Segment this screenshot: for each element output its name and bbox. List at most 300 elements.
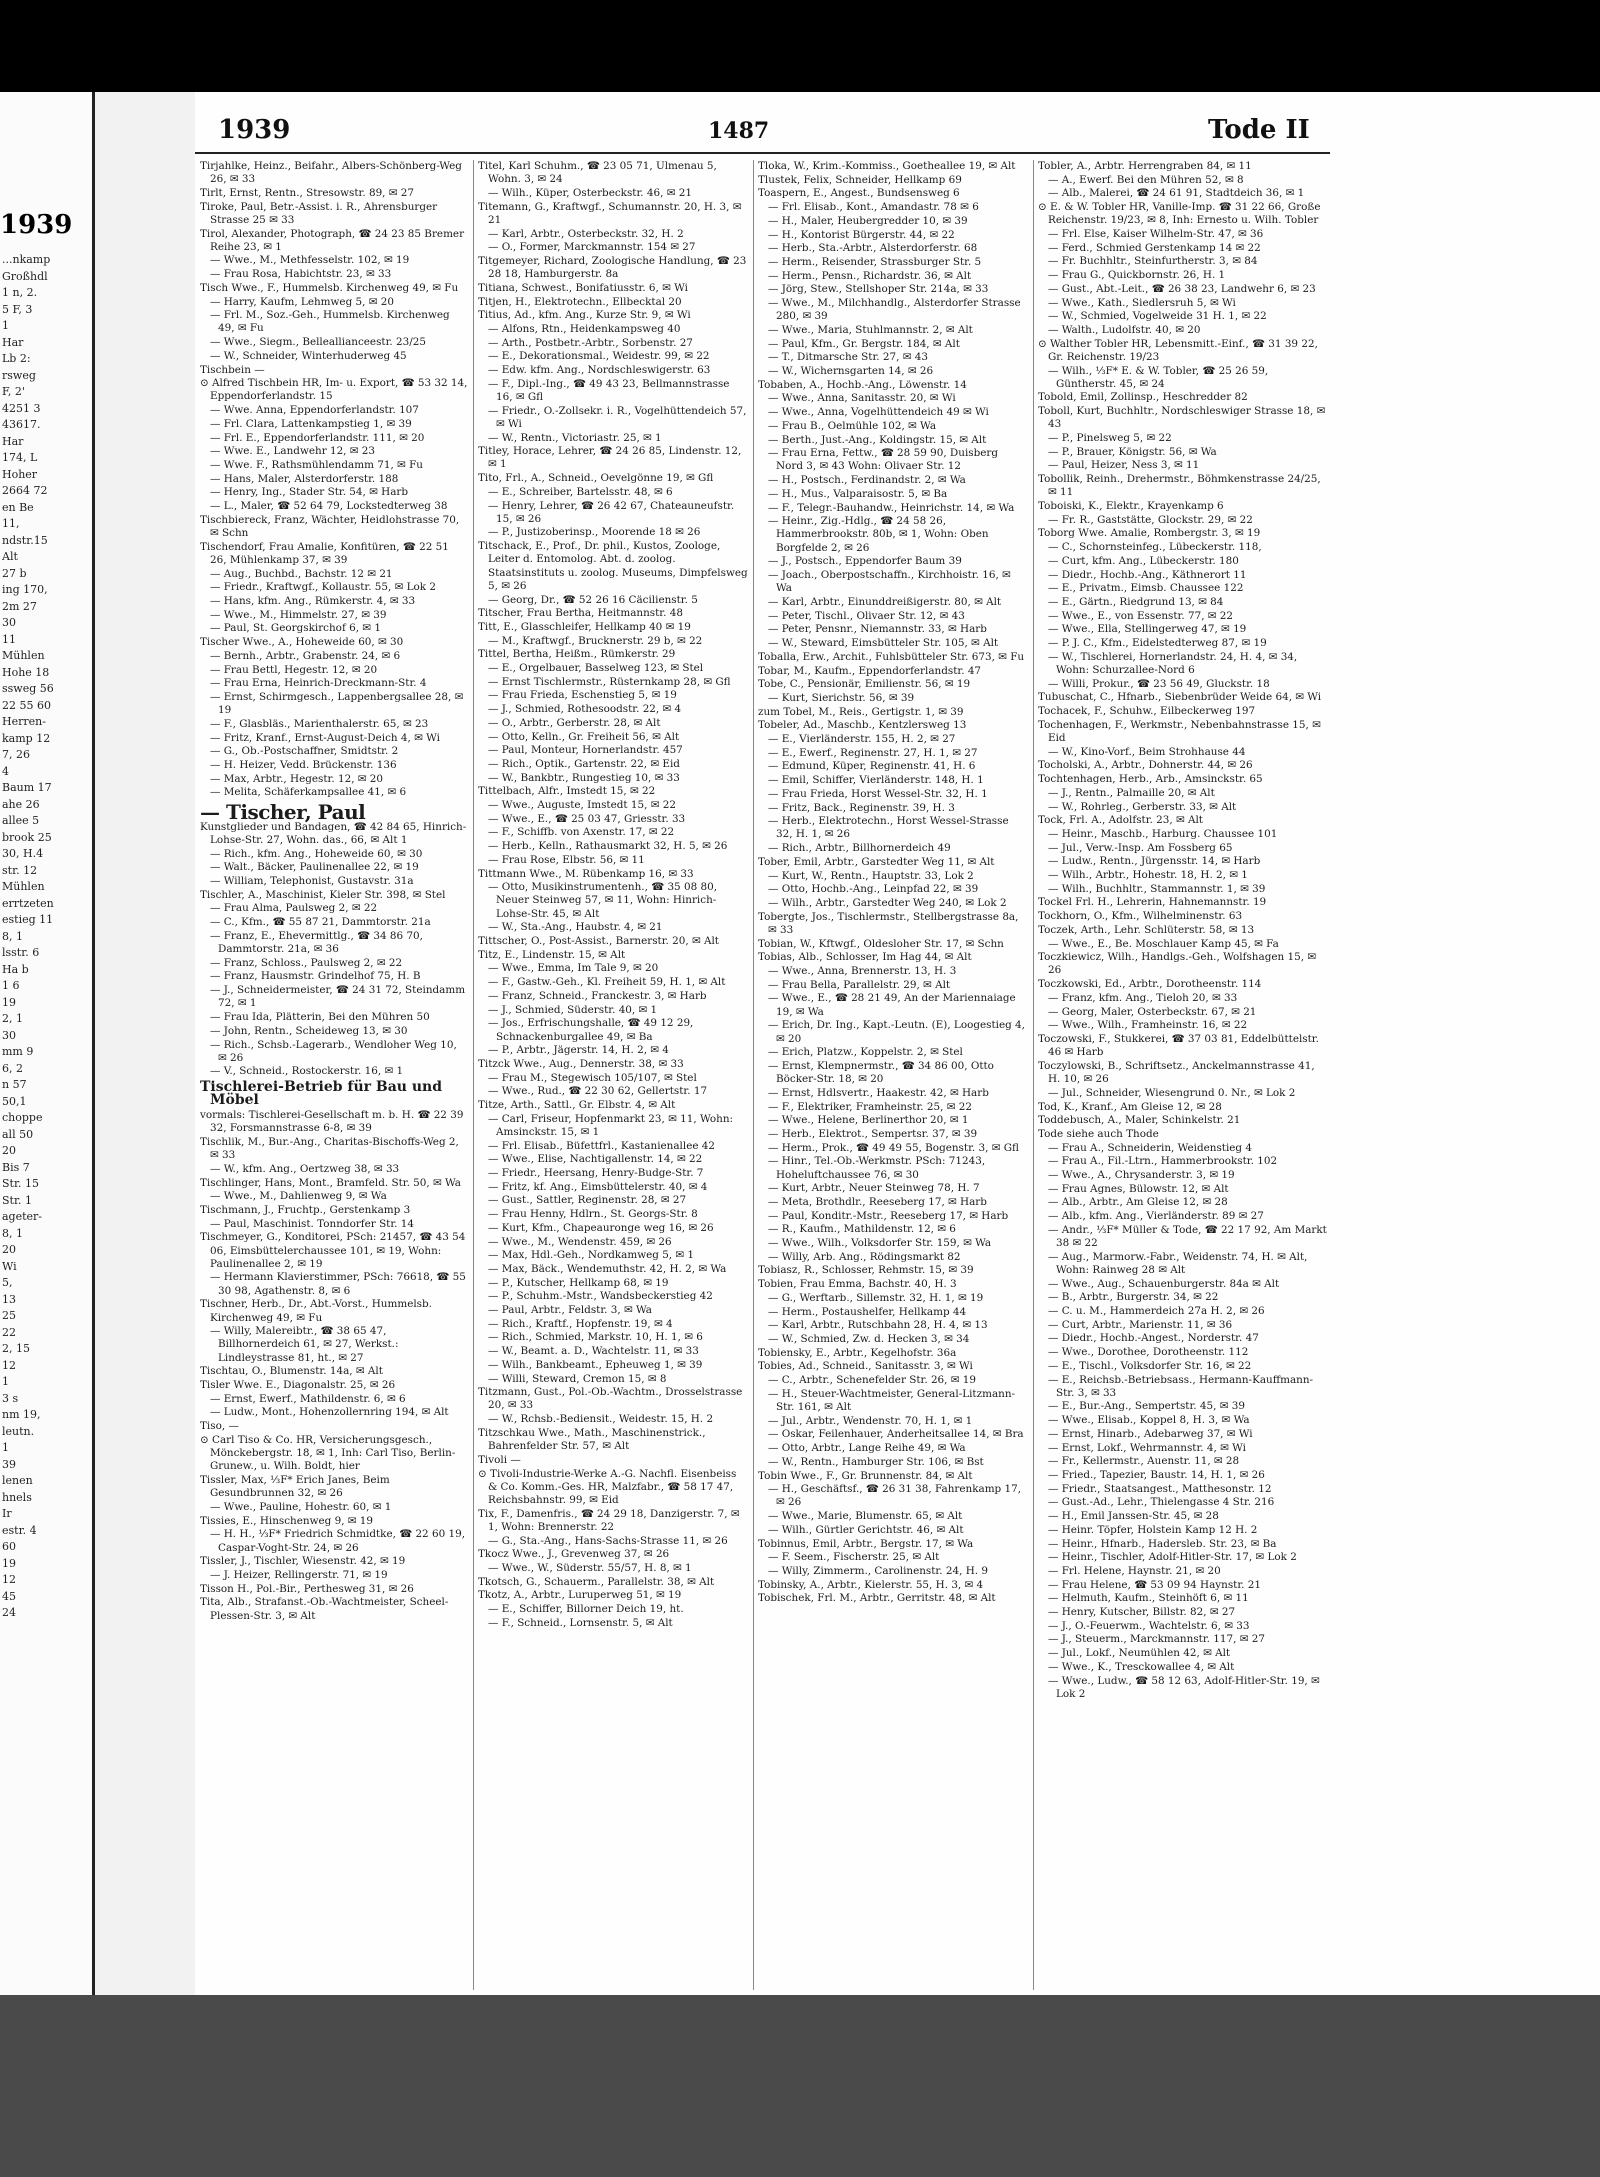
adjacent-page-fragment: ing 170, bbox=[2, 583, 48, 596]
directory-entry: — Rich., Optik., Gartenstr. 22, ✉ Eid bbox=[488, 757, 680, 770]
directory-entry: Tock, Frl. A., Adolfstr. 23, ✉ Alt bbox=[1038, 814, 1203, 827]
directory-entry: — W., kfm. Ang., Oertzweg 38, ✉ 33 bbox=[210, 1162, 400, 1175]
directory-entry: — Kurt, W., Rentn., Hauptstr. 33, Lok 2 bbox=[768, 869, 974, 882]
adjacent-page-fragment: 30, H.4 bbox=[2, 847, 44, 860]
directory-entry: Tita, Alb., Strafanst.-Ob.-Wachtmeister, Scheel-Plessen-Str. 3, ✉ Alt bbox=[200, 1596, 449, 1622]
directory-entry: — O., Former, Marckmannstr. 154 ✉ 27 bbox=[488, 241, 696, 254]
directory-entry: — Frau Helene, ☎ 53 09 94 Haynstr. 21 bbox=[1048, 1578, 1261, 1591]
directory-entry: — Frau A., Fil.-Ltrn., Hammerbrookstr. 102 bbox=[1048, 1155, 1278, 1168]
adjacent-page-fragment: 25 bbox=[2, 1309, 16, 1322]
directory-entry: — Frl. Clara, Lattenkampstieg 1, ✉ 39 bbox=[210, 417, 412, 430]
directory-entry: Tode siehe auch Thode bbox=[1038, 1127, 1159, 1140]
adjacent-page-fragment: ssweg 56 bbox=[2, 682, 54, 695]
directory-entry: — Aug., Buchbd., Bachstr. 12 ✉ 21 bbox=[210, 567, 393, 580]
adjacent-page-fragment: 50,1 bbox=[2, 1094, 27, 1108]
directory-entry: — Ernst Tischlermstr., Rüsternkamp 28, ✉ Gfl bbox=[488, 675, 731, 688]
directory-entry: — Alb., Malerei, ☎ 24 61 91, Stadtdeich 36, ✉ 1 bbox=[1048, 187, 1305, 200]
directory-entry: — Wwe., Pauline, Hohestr. 60, ✉ 1 bbox=[210, 1500, 392, 1513]
directory-entry: — H., Geschäftsf., ☎ 26 31 38, Fahrenkamp 17, ✉ 26 bbox=[768, 1483, 1022, 1509]
directory-entry: — J., Schneidermeister, ☎ 24 31 72, Steindamm 72, ✉ 1 bbox=[210, 984, 466, 1010]
adjacent-page-fragment: Lb 2: bbox=[2, 352, 31, 365]
adjacent-page-fragment: lsstr. 6 bbox=[2, 946, 40, 959]
directory-column-3 bbox=[758, 160, 1028, 1990]
directory-entry: — Franz, Schloss., Paulsweg 2, ✉ 22 bbox=[210, 956, 403, 969]
directory-entry: Toborg Wwe. Amalie, Rombergstr. 3, ✉ 19 bbox=[1038, 527, 1261, 540]
directory-entry: — F., Gastw.-Geh., Kl. Freiheit 59, H. 1, ✉ Alt bbox=[488, 976, 726, 989]
adjacent-page-edge bbox=[0, 92, 95, 1995]
directory-entry: — Ernst, Klempnermstr., ☎ 34 86 00, Otto Böcker-Str. 18, ✉ 20 bbox=[768, 1059, 994, 1086]
directory-entry: — Wwe., A., Chrysanderstr. 3, ✉ 19 bbox=[1048, 1169, 1235, 1182]
adjacent-page-fragment: 2m 27 bbox=[2, 599, 37, 613]
adjacent-page-fragment: 1 6 bbox=[2, 979, 20, 992]
adjacent-page-fragment: 22 bbox=[2, 1325, 16, 1339]
directory-entry: Titscher, Frau Bertha, Heitmannstr. 48 bbox=[478, 607, 683, 620]
directory-entry: — Paul, St. Georgskirchof 6, ✉ 1 bbox=[210, 622, 381, 635]
directory-entry: — Wilh., Gürtler Gerichtstr. 46, ✉ Alt bbox=[768, 1523, 964, 1536]
directory-entry: — Paul, Konditr.-Mstr., Reeseberg 17, ✉ Harb bbox=[768, 1209, 1009, 1222]
directory-entry: — Ludw., Mont., Hohenzollernring 194, ✉ Alt bbox=[210, 1406, 449, 1419]
directory-entry: Titjen, H., Elektrotechn., Ellbecktal 20 bbox=[478, 295, 682, 308]
adjacent-page-fragment: 11, bbox=[2, 517, 20, 530]
directory-entry: — Edmund, Küper, Reginenstr. 41, H. 6 bbox=[768, 760, 976, 773]
directory-entry: Tisch Wwe., F., Hummelsb. Kirchenweg 49, ✉ Fu bbox=[200, 281, 459, 294]
directory-entry: Tochacek, F., Schuhw., Eilbeckerweg 197 bbox=[1038, 705, 1256, 718]
directory-entry: — Frau Erna, Heinrich-Dreckmann-Str. 4 bbox=[210, 677, 427, 690]
adjacent-page-fragment: 8, 1 bbox=[2, 929, 23, 943]
adjacent-page-fragment: Har bbox=[2, 335, 24, 349]
section-heading: Tode II bbox=[1208, 115, 1310, 145]
directory-entry: — Frau Alma, Paulsweg 2, ✉ 22 bbox=[210, 902, 378, 915]
directory-entry: Tobaben, A., Hochb.-Ang., Löwenstr. 14 bbox=[758, 378, 967, 391]
directory-entry: — Fritz, Back., Reginenstr. 39, H. 3 bbox=[768, 801, 955, 814]
adjacent-page-fragment: allee 5 bbox=[2, 814, 40, 827]
directory-entry: — Frl. Else, Kaiser Wilhelm-Str. 47, ✉ 36 bbox=[1048, 228, 1264, 241]
adjacent-page-fragment: 7, 26 bbox=[2, 748, 30, 761]
directory-entry: — E., Schreiber, Bartelsstr. 48, ✉ 6 bbox=[488, 485, 673, 498]
directory-entry: ⊙ Walther Tobler HR, Lebensmitt.-Einf., ☎ 31 39 22, Gr. Reichenstr. 19/23 bbox=[1038, 337, 1318, 363]
directory-entry: Tod, K., Kranf., Am Gleise 12, ✉ 28 bbox=[1038, 1100, 1222, 1113]
directory-entry: Toboll, Kurt, Buchhltr., Nordschleswiger Strasse 18, ✉ 43 bbox=[1038, 405, 1326, 431]
directory-entry: — Kurt, Kfm., Chapeauronge weg 16, ✉ 26 bbox=[488, 1221, 714, 1234]
directory-entry: — P., Kutscher, Hellkamp 68, ✉ 19 bbox=[488, 1276, 669, 1289]
directory-entry: — Herm., Prok., ☎ 49 49 55, Bogenstr. 3, ✉ Gfl bbox=[768, 1141, 1019, 1154]
directory-entry: Titzck Wwe., Aug., Dennerstr. 38, ✉ 33 bbox=[478, 1057, 684, 1070]
directory-entry: — Walt., Bäcker, Paulinenallee 22, ✉ 19 bbox=[210, 861, 419, 874]
directory-entry: — Melita, Schäferkampsallee 41, ✉ 6 bbox=[210, 786, 407, 799]
directory-entry: Tobollik, Reinh., Drehermstr., Böhmkenstrasse 24/25, ✉ 11 bbox=[1038, 473, 1321, 499]
directory-entry: — J., Schmied, Süderstr. 40, ✉ 1 bbox=[488, 1003, 658, 1016]
directory-entry: — F., Glasbläs., Marienthalerstr. 65, ✉ 23 bbox=[210, 717, 429, 730]
directory-entry: Tobar, M., Kaufm., Eppendorferlandstr. 47 bbox=[758, 664, 982, 677]
adjacent-page-fragment: 2, 15 bbox=[2, 1342, 30, 1355]
adjacent-page-fragment: 43617. bbox=[2, 418, 41, 431]
directory-entry: — Max, Hdl.-Geh., Nordkamweg 5, ✉ 1 bbox=[488, 1249, 695, 1262]
adjacent-page-fragment: Alt bbox=[2, 550, 18, 563]
directory-entry: Tischer Wwe., A., Hoheweide 60, ✉ 30 bbox=[200, 636, 404, 649]
directory-entry: — Frau G., Quickbornstr. 26, H. 1 bbox=[1048, 269, 1226, 282]
directory-entry: — P., Arbtr., Jägerstr. 14, H. 2, ✉ 4 bbox=[488, 1044, 669, 1057]
directory-entry: Titze, Arth., Sattl., Gr. Elbstr. 4, ✉ Alt bbox=[478, 1099, 676, 1112]
directory-entry: — Fr., Kellermstr., Auenstr. 11, ✉ 28 bbox=[1048, 1455, 1240, 1468]
directory-entry: — P. J. C., Kfm., Eidelstedterweg 87, ✉ 19 bbox=[1048, 637, 1267, 650]
directory-entry: — Heinr. Töpfer, Holstein Kamp 12 H. 2 bbox=[1048, 1523, 1258, 1536]
adjacent-page-fragment: ageter- bbox=[2, 1210, 43, 1223]
directory-entry: — Franz, E., Ehevermittlg., ☎ 34 86 70, Dammtorstr. 21a, ✉ 36 bbox=[210, 929, 423, 956]
directory-entry: — W., Rentn., Victoriastr. 25, ✉ 1 bbox=[488, 431, 662, 444]
directory-entry: — Carl, Friseur, Hopfenmarkt 23, ✉ 11, Wohn: Amsinckstr. 15, ✉ 1 bbox=[488, 1112, 734, 1138]
directory-entry: Tochenhagen, F., Werkmstr., Nebenbahnstrasse 15, ✉ Eid bbox=[1038, 718, 1321, 745]
directory-entry: — W., Wichernsgarten 14, ✉ 26 bbox=[768, 365, 934, 378]
directory-entry: Tkotz, A., Arbtr., Luruperweg 51, ✉ 19 bbox=[478, 1589, 682, 1602]
directory-entry: — Herb., Kelln., Rathausmarkt 32, H. 5, ✉ 26 bbox=[488, 840, 728, 853]
directory-entry: — Max, Bäck., Wendemuthstr. 42, H. 2, ✉ Wa bbox=[488, 1262, 727, 1275]
directory-entry: — Willi, Prokur., ☎ 23 56 49, Gluckstr. 18 bbox=[1048, 677, 1270, 690]
directory-entry: — Andr., ⅓F* Müller & Tode, ☎ 22 17 92, Am Markt 38 ✉ 22 bbox=[1048, 1223, 1327, 1250]
adjacent-page-fragment: leutn. bbox=[2, 1424, 35, 1438]
directory-entry: Tisson H., Pol.-Bir., Perthesweg 31, ✉ 26 bbox=[200, 1582, 414, 1595]
directory-entry: — Wwe., Auguste, Imstedt 15, ✉ 22 bbox=[488, 799, 676, 812]
directory-entry: — Gust., Sattler, Reginenstr. 28, ✉ 27 bbox=[488, 1194, 687, 1207]
directory-entry: — Hans, Maler, Alsterdorferstr. 188 bbox=[210, 472, 399, 485]
directory-entry: — Kurt, Sierichstr. 56, ✉ 39 bbox=[768, 691, 915, 704]
directory-entry: — Rich., Schmied, Markstr. 10, H. 1, ✉ 6 bbox=[488, 1331, 703, 1344]
directory-entry: — Wwe., M., Himmelstr. 27, ✉ 39 bbox=[210, 608, 387, 621]
directory-entry: — Emil, Schiffer, Vierländerstr. 148, H. 1 bbox=[768, 774, 984, 787]
directory-entry: Titley, Horace, Lehrer, ☎ 24 26 85, Lindenstr. 12, ✉ 1 bbox=[478, 445, 742, 471]
adjacent-page-fragment: Ir bbox=[2, 1507, 12, 1520]
directory-entry: Tobien, Frau Emma, Bachstr. 40, H. 3 bbox=[758, 1278, 957, 1291]
adjacent-page-fragment: 2664 72 bbox=[2, 484, 48, 497]
directory-entry: — John, Rentn., Scheideweg 13, ✉ 30 bbox=[210, 1024, 408, 1037]
adjacent-page-fragment: 1 bbox=[2, 1441, 9, 1454]
directory-entry: Tittelbach, Alfr., Imstedt 15, ✉ 22 bbox=[478, 785, 656, 798]
directory-entry: — Frau Rosa, Habichtstr. 23, ✉ 33 bbox=[210, 268, 392, 281]
directory-entry: — W., Tischlerei, Hornerlandstr. 24, H. 4, ✉ 34, Wohn: Schurzallee-Nord 6 bbox=[1048, 650, 1298, 677]
adjacent-page-fragment: Mühlen bbox=[2, 649, 45, 662]
directory-entry: — E., Privatm., Eimsb. Chaussee 122 bbox=[1048, 582, 1244, 595]
directory-entry: — Otto, Musikinstrumentenh., ☎ 35 08 80, Neuer Steinweg 57, ✉ 11, Wohn: Hinrich-Lohse-Str. 45, ✉ Alt bbox=[488, 881, 718, 920]
directory-entry: Tissler, J., Tischler, Wiesenstr. 42, ✉ 19 bbox=[200, 1555, 406, 1568]
adjacent-page-fragment: 8, 1 bbox=[2, 1226, 23, 1240]
adjacent-page-fragment: Har bbox=[2, 434, 24, 448]
directory-entry: — Friedr., Heersang, Henry-Budge-Str. 7 bbox=[488, 1167, 704, 1180]
directory-entry: — Ernst, Lokf., Wehrmannstr. 4, ✉ Wi bbox=[1048, 1441, 1246, 1454]
directory-entry: Kunstglieder und Bandagen, ☎ 42 84 65, Hinrich-Lohse-Str. 27, Wohn. das., 66, ✉ Alt 1 bbox=[200, 820, 467, 846]
directory-entry: Tittel, Bertha, Heißm., Rümkerstr. 29 bbox=[478, 648, 676, 661]
directory-entry: — Fr. Buchhltr., Steinfurtherstr. 3, ✉ 84 bbox=[1048, 255, 1258, 268]
directory-entry: — Arth., Postbetr.-Arbtr., Sorbenstr. 27 bbox=[488, 336, 693, 349]
directory-entry: — Alb., Arbtr., Am Gleise 12, ✉ 28 bbox=[1048, 1196, 1228, 1209]
directory-entry: — Otto, Kelln., Gr. Freiheit 56, ✉ Alt bbox=[488, 730, 680, 743]
directory-entry: — Wwe., M., Wendenstr. 459, ✉ 26 bbox=[488, 1235, 672, 1248]
directory-entry: — E., Reichsb.-Betriebsass., Hermann-Kauffmann-Str. 3, ✉ 33 bbox=[1048, 1373, 1314, 1399]
adjacent-page-fragment: en Be bbox=[2, 500, 34, 514]
directory-entry: — H., Mus., Valparaisostr. 5, ✉ Ba bbox=[768, 487, 948, 500]
directory-entry: — William, Telephonist, Gustavstr. 31a bbox=[210, 875, 414, 888]
directory-entry: Tobies, Ad., Schneid., Sanitasstr. 3, ✉ Wi bbox=[758, 1360, 973, 1373]
directory-entry: Tobin Wwe., F., Gr. Brunnenstr. 84, ✉ Alt bbox=[758, 1469, 973, 1482]
directory-entry: — F., Telegr.-Bauhandw., Heinrichstr. 14, ✉ Wa bbox=[768, 501, 1015, 514]
directory-entry: — E., Ewerf., Reginenstr. 27, H. 1, ✉ 27 bbox=[768, 746, 978, 759]
directory-entry: Tobiasz, R., Schlosser, Rehmstr. 15, ✉ 39 bbox=[758, 1264, 974, 1277]
adjacent-page-fragment: F, 2' bbox=[2, 385, 25, 398]
adjacent-page-fragment: 60 bbox=[2, 1540, 16, 1553]
page-year: 1939 bbox=[218, 115, 291, 145]
directory-entry: — Erich, Dr. Ing., Kapt.-Leutn. (E), Loogestieg 4, ✉ 20 bbox=[768, 1019, 1025, 1045]
directory-entry: — P., Pinelsweg 5, ✉ 22 bbox=[1048, 432, 1172, 445]
directory-entry: — Peter, Tischl., Olivaer Str. 12, ✉ 43 bbox=[768, 609, 965, 622]
adjacent-page-fragment: 19 bbox=[2, 1556, 16, 1570]
directory-entry: — Wwe., K., Tresckowallee 4, ✉ Alt bbox=[1048, 1660, 1235, 1673]
directory-entry: — Fritz, Kranf., Ernst-August-Deich 4, ✉ Wi bbox=[210, 731, 440, 744]
directory-entry: — Wwe. Anna, Eppendorferlandstr. 107 bbox=[210, 404, 419, 417]
directory-entry: — Wwe., E., Be. Moschlauer Kamp 45, ✉ Fa bbox=[1048, 937, 1279, 950]
directory-entry: — H., Emil Janssen-Str. 45, ✉ 28 bbox=[1048, 1510, 1219, 1523]
directory-entry: Tloka, W., Krim.-Kommiss., Goetheallee 19, ✉ Alt bbox=[758, 160, 1016, 172]
directory-entry: — Jul., Arbtr., Wendenstr. 70, H. 1, ✉ 1 bbox=[768, 1414, 973, 1427]
directory-entry: — Ernst, Schirmgesch., Lappenbergsallee 28, ✉ 19 bbox=[210, 690, 464, 717]
directory-entry: Tubuschat, C., Hfnarb., Siebenbrüder Weide 64, ✉ Wi bbox=[1038, 691, 1322, 704]
adjacent-page-fragment: estieg 11 bbox=[2, 913, 54, 926]
directory-entry: vormals: Tischlerei-Gesellschaft m. b. H. ☎ 22 39 32, Forsmannstrasse 6-8, ✉ 39 bbox=[200, 1109, 464, 1135]
directory-entry: — Tischer, Paul bbox=[200, 799, 366, 824]
directory-entry: — Wwe. E., Landwehr 12, ✉ 23 bbox=[210, 445, 376, 458]
adjacent-page-fragment: lenen bbox=[2, 1474, 33, 1487]
directory-entry: Tischlerei-Betrieb für Bau und Möbel bbox=[200, 1078, 442, 1108]
directory-entry: Tischmeyer, G., Konditorei, PSch: 21457, ☎ 43 54 06, Eimsbüttelerchaussee 101, ✉ 19, Wohn: Paulinenallee 2, ✉ 19 bbox=[200, 1231, 466, 1270]
adjacent-page-fragment: 1 bbox=[2, 319, 9, 332]
adjacent-page-fragment: Großhdl bbox=[2, 269, 48, 283]
directory-entry: — Herm., Postaushelfer, Hellkamp 44 bbox=[768, 1305, 967, 1318]
directory-entry: — Aug., Marmorw.-Fabr., Weidenstr. 74, H. ✉ Alt, Wohn: Rainweg 28 ✉ Alt bbox=[1048, 1250, 1308, 1276]
directory-entry: Tobias, Alb., Schlosser, Im Hag 44, ✉ Alt bbox=[758, 951, 972, 964]
directory-entry: — Rich., Kraftf., Hopfenstr. 19, ✉ 4 bbox=[488, 1317, 673, 1330]
column-divider bbox=[473, 160, 474, 1990]
directory-entry: Tobeler, Ad., Maschb., Kentzlersweg 13 bbox=[758, 719, 967, 732]
directory-entry: Titt, E., Glasschleifer, Hellkamp 40 ✉ 19 bbox=[478, 620, 691, 633]
directory-entry: — Paul, Heizer, Ness 3, ✉ 11 bbox=[1048, 459, 1200, 472]
directory-entry: — Ernst, Ewerf., Mathildenstr. 6, ✉ 6 bbox=[210, 1392, 406, 1405]
directory-entry: Tirlt, Ernst, Rentn., Stresowstr. 89, ✉ 27 bbox=[200, 186, 415, 199]
directory-entry: — Curt, kfm. Ang., Lübeckerstr. 180 bbox=[1048, 554, 1239, 567]
adjacent-page-fragment: Str. 1 bbox=[2, 1193, 32, 1207]
directory-entry: — Wwe., Maria, Stuhlmannstr. 2, ✉ Alt bbox=[768, 323, 973, 336]
directory-entry: — Willy, Malereibtr., ☎ 38 65 47, Billhornerdeich 61, ✉ 27, Werkst.: Lindleystrasse 81, ht., ✉ 27 bbox=[210, 1325, 399, 1364]
adjacent-page-fragment: rsweg bbox=[2, 368, 36, 382]
directory-entry: Tischbein — bbox=[200, 363, 265, 376]
directory-entry: — H., Postsch., Ferdinandstr. 2, ✉ Wa bbox=[768, 474, 966, 487]
adjacent-page-fragment: 3 s bbox=[2, 1391, 19, 1405]
directory-entry: — G., Sta.-Ang., Hans-Sachs-Strasse 11, ✉ 26 bbox=[488, 1534, 728, 1547]
column-divider bbox=[1033, 160, 1034, 1990]
adjacent-page-fragment: 30 bbox=[2, 1028, 16, 1042]
directory-entry: — Frau Agnes, Bülowstr. 12, ✉ Alt bbox=[1048, 1182, 1229, 1195]
directory-entry: — O., Arbtr., Gerberstr. 28, ✉ Alt bbox=[488, 716, 661, 729]
adjacent-page-fragment: kamp 12 bbox=[2, 731, 51, 745]
directory-entry: Toczylowski, B., Schriftsetz., Anckelmannstrasse 41, H. 10, ✉ 26 bbox=[1038, 1059, 1315, 1086]
adjacent-page-fragment: 6, 2 bbox=[2, 1061, 23, 1075]
directory-entry: Tockhorn, O., Kfm., Wilhelminenstr. 63 bbox=[1038, 910, 1243, 923]
directory-entry: — Edw. kfm. Ang., Nordschleswigerstr. 63 bbox=[488, 364, 711, 377]
directory-entry: Tischlik, M., Bur.-Ang., Charitas-Bischoffs-Weg 2, ✉ 33 bbox=[200, 1135, 459, 1162]
adjacent-page-fragment: brook 25 bbox=[2, 830, 52, 844]
directory-entry: — Frl. M., Soz.-Geh., Hummelsb. Kirchenweg 49, ✉ Fu bbox=[210, 309, 450, 335]
directory-entry: — Paul, Arbtr., Feldstr. 3, ✉ Wa bbox=[488, 1304, 652, 1317]
directory-entry: — P., Schuhm.-Mstr., Wandsbeckerstieg 42 bbox=[488, 1290, 713, 1303]
directory-entry: Tockel Frl. H., Lehrerin, Hahnemannstr. 19 bbox=[1038, 896, 1267, 909]
directory-column-1 bbox=[200, 160, 468, 1990]
directory-entry: Titius, Ad., kfm. Ang., Kurze Str. 9, ✉ Wi bbox=[478, 309, 691, 322]
directory-entry: Tobergte, Jos., Tischlermstr., Stellbergstrasse 8a, ✉ 33 bbox=[758, 910, 1019, 936]
directory-entry: — Curt, Arbtr., Marienstr. 11, ✉ 36 bbox=[1048, 1318, 1233, 1331]
adjacent-page-fragment: 1 n, 2. bbox=[2, 286, 38, 299]
directory-entry: — Wwe., E., ☎ 25 03 47, Griesstr. 33 bbox=[488, 812, 686, 825]
directory-entry: — Wwe., Helene, Berlinerthor 20, ✉ 1 bbox=[768, 1114, 969, 1127]
directory-entry: — Frl. Elisab., Kont., Amandastr. 78 ✉ 6 bbox=[768, 201, 979, 214]
directory-entry: — E., Vierländerstr. 155, H. 2, ✉ 27 bbox=[768, 733, 956, 746]
directory-entry: Titschack, E., Prof., Dr. phil., Kustos, Zoologe, Leiter d. Entomolog. Abt. d. zoolog. Staatsinstituts u. zoolog. Museums, Dimpfelsweg 5, ✉ 26 bbox=[478, 540, 748, 592]
directory-entry: — Herb., Sta.-Arbtr., Alsterdorferstr. 68 bbox=[768, 242, 978, 255]
adjacent-page-fragment: 12 bbox=[2, 1573, 16, 1586]
directory-entry: — Rich., Arbtr., Billhornerdeich 49 bbox=[768, 842, 951, 855]
directory-entry: — L., Maler, ☎ 52 64 79, Lockstedterweg 38 bbox=[210, 500, 448, 513]
adjacent-page-fragment: 11 bbox=[2, 632, 16, 646]
adjacent-page-fragment: nm 19, bbox=[2, 1408, 41, 1421]
directory-entry: — Walth., Ludolfstr. 40, ✉ 20 bbox=[1048, 323, 1201, 336]
directory-entry: — W., Rchsb.-Bediensit., Weidestr. 15, H. 2 bbox=[488, 1413, 714, 1426]
directory-entry: ⊙ Carl Tiso & Co. HR, Versicherungsgesch., Mönckebergstr. 18, ✉ 1, Inh: Carl Tiso, Berlin-Grunew., u. Wilh. Boldt, hier bbox=[200, 1433, 456, 1473]
directory-entry: — Wilh., Arbtr., Garstedter Weg 240, ✉ Lok 2 bbox=[768, 896, 1007, 909]
directory-entry: — Frau Frieda, Eschenstieg 5, ✉ 19 bbox=[488, 689, 677, 702]
directory-entry: — Alb., kfm. Ang., Vierländerstr. 89 ✉ 27 bbox=[1048, 1210, 1264, 1223]
adjacent-page-fragment: 4 bbox=[2, 764, 9, 778]
adjacent-page-fragment: 20 bbox=[2, 1243, 16, 1256]
adjacent-page-fragment: 12 bbox=[2, 1358, 16, 1372]
directory-entry: — Herb., Elektrotechn., Horst Wessel-Strasse 32, H. 1, ✉ 26 bbox=[768, 815, 1009, 841]
directory-entry: — Karl, Arbtr., Rutschbahn 28, H. 4, ✉ 13 bbox=[768, 1319, 988, 1332]
directory-entry: — Henry, Kutscher, Billstr. 82, ✉ 27 bbox=[1048, 1606, 1236, 1619]
directory-entry: — Karl, Arbtr., Einunddreißigerstr. 80, ✉ Alt bbox=[768, 596, 1002, 608]
directory-entry: — J., O.-Feuerwm., Wachtelstr. 6, ✉ 33 bbox=[1048, 1619, 1250, 1632]
directory-entry: — Wwe., Emma, Im Tale 9, ✉ 20 bbox=[488, 962, 659, 975]
directory-entry: Toczowski, F., Stukkerei, ☎ 37 03 81, Eddelbüttelstr. 46 ✉ Harb bbox=[1038, 1033, 1319, 1059]
directory-entry: Titel, Karl Schuhm., ☎ 23 05 71, Ulmenau 5, Wohn. 3, ✉ 24 bbox=[478, 160, 717, 186]
directory-entry: — Franz, kfm. Ang., Tieloh 20, ✉ 33 bbox=[1048, 991, 1238, 1004]
directory-entry: — Wwe., Kath., Siedlersruh 5, ✉ Wi bbox=[1048, 296, 1236, 309]
directory-entry: Tkocz Wwe., J., Grevenweg 37, ✉ 26 bbox=[478, 1548, 670, 1561]
directory-entry: Tirjahlke, Heinz., Beifahr., Albers-Schönberg-Weg 26, ✉ 33 bbox=[200, 160, 462, 186]
adjacent-page-fragment: 2, 1 bbox=[2, 1012, 23, 1025]
directory-entry: Titiana, Schwest., Bonifatiusstr. 6, ✉ Wi bbox=[478, 281, 688, 294]
directory-entry: Tischlinger, Hans, Mont., Bramfeld. Str. 50, ✉ Wa bbox=[200, 1176, 461, 1189]
adjacent-page-fragment: Str. 15 bbox=[2, 1177, 39, 1190]
directory-entry: — G., Ob.-Postschaffner, Smidtstr. 2 bbox=[210, 745, 399, 758]
directory-entry: — Ludw., Rentn., Jürgensstr. 14, ✉ Harb bbox=[1048, 855, 1261, 868]
directory-entry: Tkotsch, G., Schauerm., Parallelstr. 38, ✉ Alt bbox=[478, 1575, 715, 1588]
adjacent-page-fragment: 45 bbox=[2, 1589, 16, 1603]
directory-entry: Tobler, A., Arbtr. Herrengraben 84, ✉ 11 bbox=[1038, 160, 1252, 172]
directory-entry: Tochtenhagen, Herb., Arb., Amsinckstr. 65 bbox=[1038, 773, 1263, 786]
directory-entry: — Helmuth, Kaufm., Steinhöft 6, ✉ 11 bbox=[1048, 1592, 1249, 1605]
directory-entry: — Fr. R., Gaststätte, Glockstr. 29, ✉ 22 bbox=[1048, 513, 1253, 526]
directory-entry: Tobiensky, E., Arbtr., Kegelhofstr. 36a bbox=[758, 1346, 957, 1359]
directory-entry: — Wwe., Anna, Vogelhüttendeich 49 ✉ Wi bbox=[768, 406, 989, 419]
directory-entry: — Wwe., Ludw., ☎ 58 12 63, Adolf-Hitler-Str. 19, ✉ Lok 2 bbox=[1048, 1674, 1320, 1700]
directory-entry: — Rich., kfm. Ang., Hoheweide 60, ✉ 30 bbox=[210, 847, 423, 860]
adjacent-page-fragment: 174, L bbox=[2, 451, 38, 464]
directory-entry: — Frau B., Oelmühle 102, ✉ Wa bbox=[768, 419, 937, 432]
directory-entry: — W., Rohrleg., Gerberstr. 33, ✉ Alt bbox=[1048, 800, 1237, 813]
directory-entry: — Georg, Dr., ☎ 52 26 16 Cäcilienstr. 5 bbox=[488, 593, 698, 606]
directory-entry: Tito, Frl., A., Schneid., Oevelgönne 19, ✉ Gfl bbox=[478, 472, 714, 485]
directory-entry: — Wwe., M., Methfesselstr. 102, ✉ 19 bbox=[210, 254, 410, 267]
adjacent-page-fragment: Herren- bbox=[2, 715, 46, 728]
directory-entry: Tischbiereck, Franz, Wächter, Heidlohstrasse 70, ✉ Schn bbox=[200, 513, 460, 539]
directory-entry: — H., Steuer-Wachtmeister, General-Litzmann-Str. 161, ✉ Alt bbox=[768, 1387, 1016, 1413]
directory-entry: Tivoli — bbox=[478, 1453, 521, 1466]
directory-entry: — Willi, Steward, Cremon 15, ✉ 8 bbox=[488, 1372, 667, 1385]
directory-entry: — Karl, Arbtr., Osterbeckstr. 32, H. 2 bbox=[488, 227, 684, 240]
directory-entry: — Wwe., Ella, Stellingerweg 47, ✉ 19 bbox=[1048, 623, 1247, 636]
directory-entry: — J., Postsch., Eppendorfer Baum 39 bbox=[768, 555, 962, 568]
directory-entry: — Max, Arbtr., Hegestr. 12, ✉ 20 bbox=[210, 772, 384, 785]
directory-entry: — Frau Erna, Fettw., ☎ 28 59 90, Duisberg Nord 3, ✉ 43 Wohn: Olivaer Str. 12 bbox=[768, 447, 999, 473]
directory-entry: — W., Schneider, Winterhuderweg 45 bbox=[210, 349, 407, 362]
directory-entry: Toddebusch, A., Maler, Schinkelstr. 21 bbox=[1038, 1114, 1241, 1127]
adjacent-page-fragment: Ha b bbox=[2, 962, 29, 976]
directory-column-2 bbox=[478, 160, 748, 1990]
directory-entry: — Wwe., E., ☎ 28 21 49, An der Mariennaiage 19, ✉ Wa bbox=[768, 992, 1016, 1018]
adjacent-page-fragment: 1 bbox=[2, 1375, 9, 1388]
directory-entry: Titzschkau Wwe., Math., Maschinenstrick., Bahrenfelder Str. 57, ✉ Alt bbox=[478, 1426, 706, 1453]
directory-entry: — J. Heizer, Rellingerstr. 71, ✉ 19 bbox=[210, 1568, 388, 1581]
directory-entry: — W., Beamt. a. D., Wachtelstr. 11, ✉ 33 bbox=[488, 1345, 699, 1358]
adjacent-page-fragment: 22 55 60 bbox=[2, 698, 51, 712]
directory-entry: — H., Kontorist Bürgerstr. 44, ✉ 22 bbox=[768, 228, 955, 241]
directory-entry: — Ferd., Schmied Gerstenkamp 14 ✉ 22 bbox=[1048, 241, 1261, 254]
adjacent-page-fragment: Hohe 18 bbox=[2, 665, 50, 679]
directory-entry: — Otto, Arbtr., Lange Reihe 49, ✉ Wa bbox=[768, 1442, 966, 1455]
directory-entry: — Henry, Ing., Stader Str. 54, ✉ Harb bbox=[210, 486, 409, 499]
directory-entry: Tobian, W., Kftwgf., Oldesloher Str. 17, ✉ Schn bbox=[758, 937, 1004, 950]
directory-entry: — Henry, Lehrer, ☎ 26 42 67, Chateauneufstr. 15, ✉ 26 bbox=[488, 499, 735, 525]
directory-entry: — C., Arbtr., Schenefelder Str. 26, ✉ 19 bbox=[768, 1374, 977, 1387]
scanner-black-border bbox=[0, 0, 1600, 92]
directory-entry: Tittmann Wwe., M. Rübenkamp 16, ✉ 33 bbox=[478, 867, 694, 880]
directory-entry: Tiso, — bbox=[200, 1420, 239, 1433]
adjacent-page-fragment: ...nkamp bbox=[2, 253, 51, 266]
adjacent-page-fragment: all 50 bbox=[2, 1127, 34, 1141]
directory-entry: — W., Bankbtr., Rungestieg 10, ✉ 33 bbox=[488, 771, 680, 784]
adjacent-page-fragment: 30 bbox=[2, 616, 16, 629]
directory-entry: Tocholski, A., Arbtr., Dohnerstr. 44, ✉ 26 bbox=[1038, 759, 1253, 772]
directory-entry: — Willy, Arb. Ang., Rödingsmarkt 82 bbox=[768, 1250, 961, 1263]
directory-entry: — J., Steuerm., Marckmannstr. 117, ✉ 27 bbox=[1048, 1633, 1265, 1646]
directory-entry: — Fried., Tapezier, Baustr. 14, H. 1, ✉ 26 bbox=[1048, 1469, 1265, 1481]
directory-entry: — P., Justizoberinsp., Moorende 18 ✉ 26 bbox=[488, 526, 701, 539]
directory-entry: — Wilh., Küper, Osterbeckstr. 46, ✉ 21 bbox=[488, 186, 692, 199]
directory-entry: — Gust., Abt.-Leit., ☎ 26 38 23, Landwehr 6, ✉ 23 bbox=[1048, 282, 1316, 295]
directory-entry: — Friedr., Kraftwgf., Kollaustr. 55, ✉ Lok 2 bbox=[210, 581, 437, 594]
adjacent-page-fragment: 39 bbox=[2, 1457, 16, 1471]
directory-entry: Tisler Wwe. E., Diagonalstr. 25, ✉ 26 bbox=[200, 1379, 396, 1392]
directory-entry: Tix, F., Damenfris., ☎ 24 29 18, Danzigerstr. 7, ✉ 1, Wohn: Brennerstr. 22 bbox=[478, 1507, 740, 1533]
directory-entry: Toczkowski, Ed., Arbtr., Dorotheenstr. 114 bbox=[1038, 978, 1262, 991]
directory-entry: — H., Maler, Heubergredder 10, ✉ 39 bbox=[768, 214, 968, 227]
directory-entry: — E., Dekorationsmal., Weidestr. 99, ✉ 22 bbox=[488, 350, 710, 363]
directory-entry: — R., Kaufm., Mathildenstr. 12, ✉ 6 bbox=[768, 1223, 956, 1236]
directory-entry: — J., Schmied, Rothesoodstr. 22, ✉ 4 bbox=[488, 703, 682, 716]
